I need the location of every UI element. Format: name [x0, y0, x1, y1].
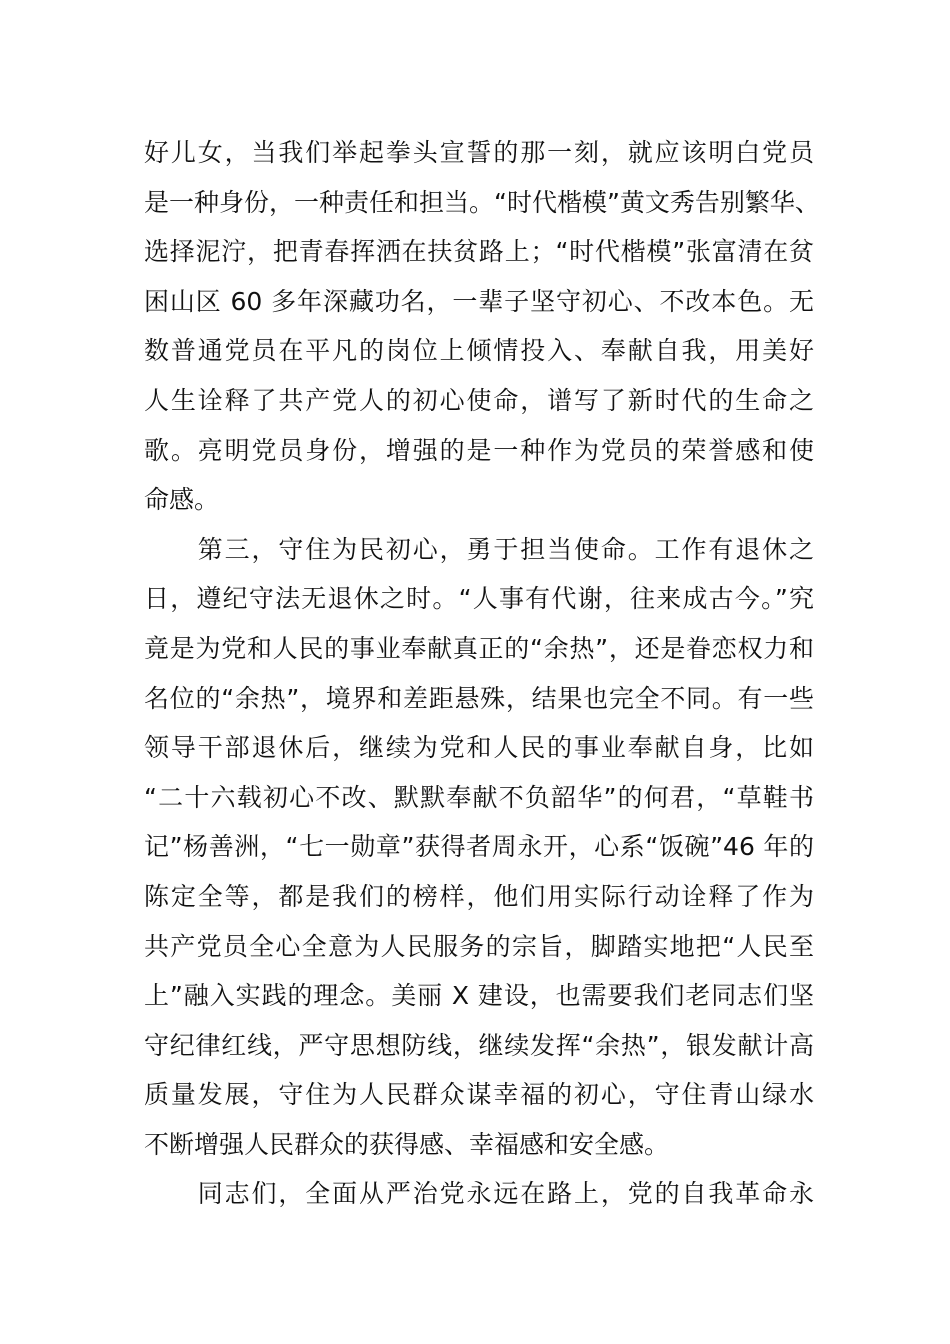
text-line: 困山区 60 多年深藏功名，一辈子坚守初心、不改本色。无: [144, 286, 814, 316]
text-line: 陈定全等，都是我们的榜样，他们用实际行动诠释了作为: [144, 881, 814, 911]
text-line: 第三，守住为民初心，勇于担当使命。工作有退休之: [144, 534, 814, 564]
text-line: 好儿女，当我们举起拳头宣誓的那一刻，就应该明白党员: [144, 138, 814, 167]
text-line: 歌。亮明党员身份，增强的是一种作为党员的荣誉感和使: [144, 435, 814, 465]
text-line: 不断增强人民群众的获得感、幸福感和安全感。: [144, 1129, 670, 1159]
text-line: 守纪律红线，严守思想防线，继续发挥“余热”，银发献计高: [144, 1030, 814, 1060]
text-line: 名位的“余热”，境界和差距悬殊，结果也完全不同。有一些: [144, 683, 814, 713]
text-line: 选择泥泞，把青春挥洒在扶贫路上；“时代楷模”张富清在贫: [144, 237, 814, 267]
text-line: 竟是为党和人民的事业奉献真正的“余热”，还是眷恋权力和: [144, 633, 814, 663]
text-line: 记”杨善洲，“七一勋章”获得者周永开，心系“饭碗”46 年的: [144, 832, 814, 862]
text-line: 日，遵纪守法无退休之时。“人事有代谢，往来成古今。”究: [144, 584, 814, 614]
text-line: 共产党员全心全意为人民服务的宗旨，脚踏实地把“人民至: [144, 931, 814, 961]
text-line: 是一种身份，一种责任和担当。“时代楷模”黄文秀告别繁华、: [144, 187, 820, 217]
text-line: 领导干部退休后，继续为党和人民的事业奉献自身，比如: [144, 733, 814, 763]
text-line: 人生诠释了共产党人的初心使命，谱写了新时代的生命之: [144, 385, 814, 415]
body-text: [144, 128, 820, 1219]
text-line: “二十六载初心不改、默默奉献不负韶华”的何君，“草鞋书: [144, 782, 814, 812]
text-line: 数普通党员在平凡的岗位上倾情投入、奉献自我，用美好: [144, 336, 814, 366]
text-line: 同志们，全面从严治党永远在路上，党的自我革命永: [144, 1179, 814, 1209]
text-line: 质量发展，守住为人民群众谋幸福的初心，守住青山绿水: [144, 1080, 814, 1110]
text-line: 上”融入实践的理念。美丽 X 建设，也需要我们老同志们坚: [144, 981, 814, 1011]
text-line: 命感。: [144, 485, 220, 515]
